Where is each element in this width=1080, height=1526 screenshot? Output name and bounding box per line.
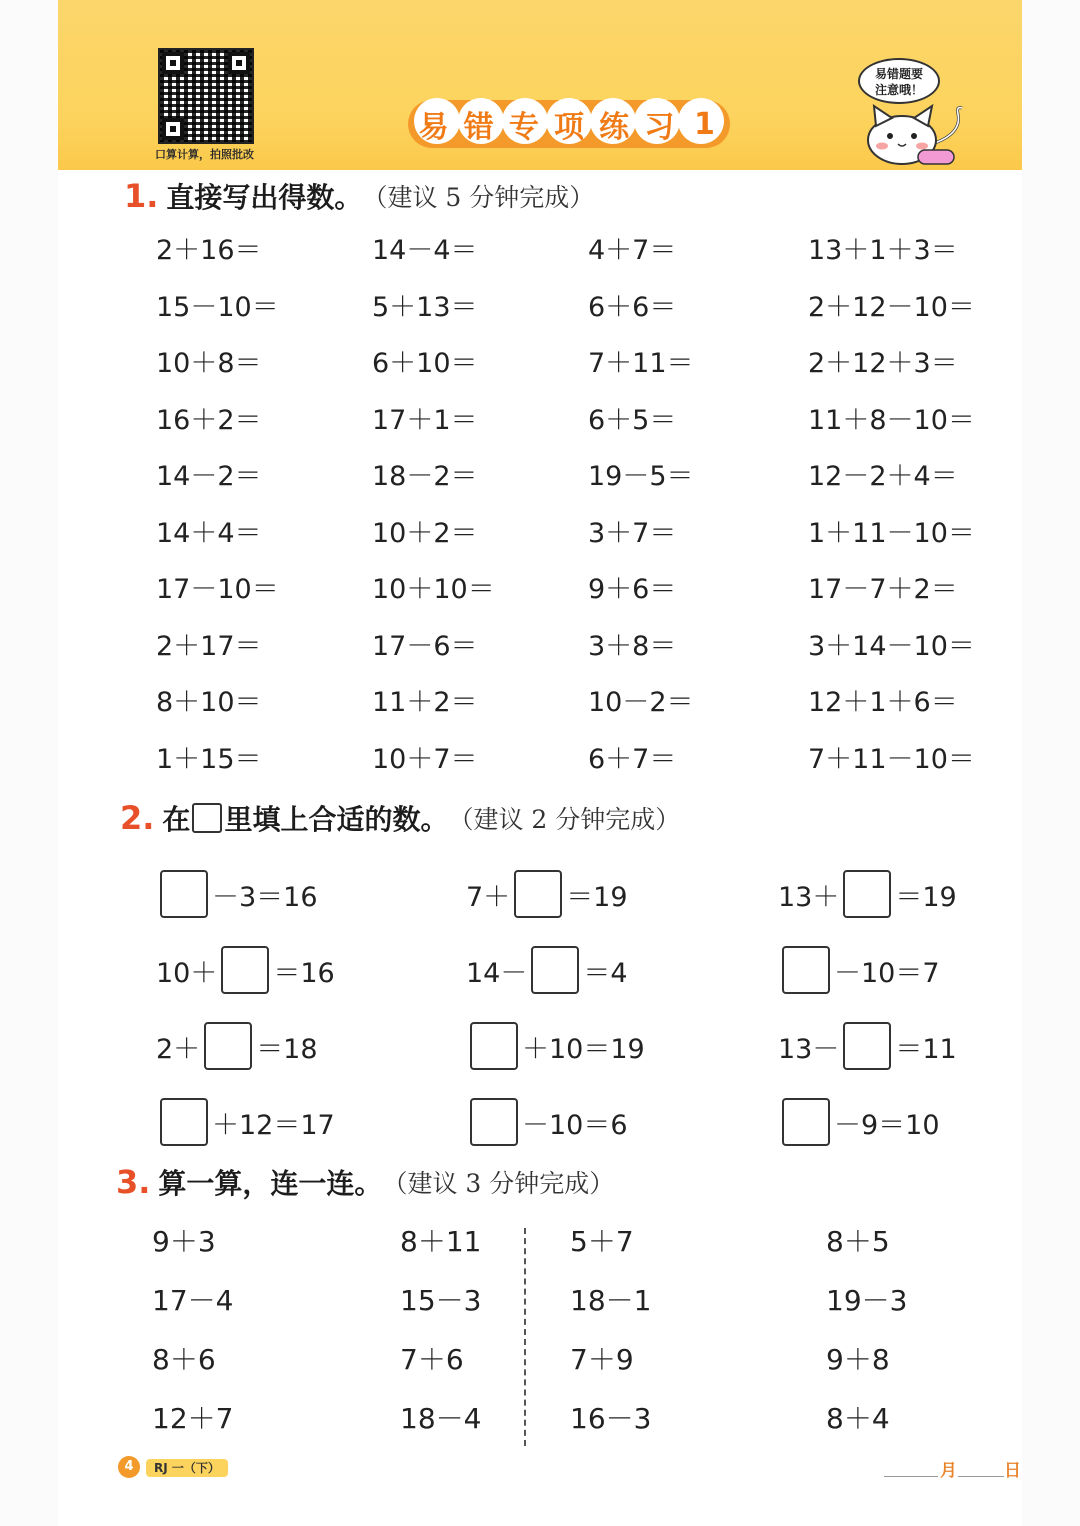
match-item[interactable]: 8＋6	[152, 1343, 216, 1376]
day-blank[interactable]	[958, 1476, 1004, 1477]
fill-problem: ＋10＝19	[466, 1008, 778, 1084]
section-2-title: 2. 在 里填上合适的数。 （建议 2 分钟完成）	[120, 799, 681, 837]
page-margin-left	[0, 0, 58, 1526]
problem: 11＋2＝	[372, 687, 478, 718]
fill-problem: ＋12＝17	[156, 1084, 466, 1160]
answer-box[interactable]	[204, 1022, 252, 1070]
problem: 9＋6＝	[588, 574, 677, 605]
section-3-match-items	[152, 1220, 1012, 1456]
problem: 10＋10＝	[372, 574, 495, 605]
fill-problem: 7＋ ＝19	[466, 856, 778, 932]
fill-problem: 2＋ ＝18	[156, 1008, 466, 1084]
match-item[interactable]: 17－4	[152, 1284, 234, 1317]
fill-problem: 13－ ＝11	[778, 1008, 1018, 1084]
problem: 17－6＝	[372, 630, 478, 662]
answer-box[interactable]	[843, 870, 891, 918]
problem: 16＋2＝	[156, 404, 262, 436]
problem: 14－4＝	[372, 235, 478, 266]
answer-box[interactable]	[531, 946, 579, 994]
match-item[interactable]: 8＋11	[400, 1225, 482, 1258]
match-item[interactable]: 8＋4	[826, 1402, 890, 1435]
problem: 3＋8＝	[588, 630, 677, 662]
problem: 10＋8＝	[156, 348, 262, 379]
answer-box[interactable]	[843, 1022, 891, 1070]
problem: 2＋12＋3＝	[808, 348, 958, 379]
problem: 4＋7＝	[588, 235, 677, 266]
problem: 13＋1＋3＝	[808, 235, 958, 266]
problem: 10＋2＝	[372, 517, 478, 549]
problem: 10＋7＝	[372, 743, 478, 775]
problem: 12－2＋4＝	[808, 461, 958, 492]
problem: 12＋1＋6＝	[808, 687, 958, 718]
match-item[interactable]: 12＋7	[152, 1402, 234, 1435]
match-item[interactable]: 7＋9	[570, 1343, 634, 1376]
answer-box[interactable]	[782, 1098, 830, 1146]
problem: 19－5＝	[588, 461, 694, 492]
answer-box[interactable]	[514, 870, 562, 918]
problem: 6＋5＝	[588, 404, 677, 436]
fill-problem: 13＋ ＝19	[778, 856, 1018, 932]
answer-box[interactable]	[221, 946, 269, 994]
problem: 1＋15＝	[156, 743, 262, 775]
month-blank[interactable]	[884, 1476, 938, 1477]
grade-badge: RJ 一（下）	[146, 1459, 228, 1477]
fill-problem: －9＝10	[778, 1084, 1018, 1160]
fill-problem: 10＋ ＝16	[156, 932, 466, 1008]
problem: 6＋10＝	[372, 348, 478, 379]
match-item[interactable]: 8＋5	[826, 1225, 890, 1258]
answer-box[interactable]	[160, 1098, 208, 1146]
match-item[interactable]: 5＋7	[570, 1225, 634, 1258]
problem: 17＋1＝	[372, 404, 478, 436]
speech-bubble: 易错题要 注意哦！	[858, 58, 940, 104]
problem: 1＋11－10＝	[808, 517, 975, 549]
page-margin-right	[1022, 0, 1080, 1526]
match-item[interactable]: 18－1	[570, 1284, 652, 1317]
fill-problem: －3＝16	[156, 856, 466, 932]
problem: 17－7＋2＝	[808, 574, 958, 605]
problem: 18－2＝	[372, 461, 478, 492]
section-1-problems	[156, 228, 1016, 793]
qr-caption: 口算计算，拍照批改	[155, 148, 254, 161]
fill-problem: －10＝6	[466, 1084, 778, 1160]
match-item[interactable]: 9＋8	[826, 1343, 890, 1376]
problem: 8＋10＝	[156, 687, 262, 718]
problem: 2＋12－10＝	[808, 291, 975, 323]
problem: 2＋17＝	[156, 630, 262, 662]
problem: 2＋16＝	[156, 235, 262, 266]
problem: 14－2＝	[156, 461, 262, 492]
answer-box-icon	[192, 803, 222, 833]
problem: 5＋13＝	[372, 291, 478, 323]
qr-code-icon[interactable]	[158, 48, 254, 144]
problem: 7＋11－10＝	[808, 743, 975, 775]
problem: 3＋7＝	[588, 517, 677, 549]
problem: 11＋8－10＝	[808, 404, 975, 436]
problem: 14＋4＝	[156, 517, 262, 549]
problem: 6＋6＝	[588, 291, 677, 323]
month-label: 月	[940, 1461, 957, 1481]
problem: 10－2＝	[588, 687, 694, 718]
problem: 17－10＝	[156, 574, 279, 605]
match-item[interactable]: 9＋3	[152, 1225, 216, 1258]
match-item[interactable]: 16－3	[570, 1402, 652, 1435]
match-item[interactable]: 7＋6	[400, 1343, 464, 1376]
day-label: 日	[1004, 1461, 1021, 1481]
section-1-title: 1. 直接写出得数。 （建议 5 分钟完成）	[124, 177, 595, 215]
answer-box[interactable]	[470, 1022, 518, 1070]
answer-box[interactable]	[470, 1098, 518, 1146]
problem: 7＋11＝	[588, 348, 694, 379]
problem: 6＋7＝	[588, 743, 677, 775]
fill-problem: 14－ ＝4	[466, 932, 778, 1008]
page-number: 4	[118, 1456, 140, 1478]
section-3-title: 3. 算一算，连一连。 （建议 3 分钟完成）	[116, 1163, 615, 1201]
page-title: 易 错 专 项 练 习 1	[418, 106, 721, 145]
answer-box[interactable]	[782, 946, 830, 994]
match-item[interactable]: 15－3	[400, 1284, 482, 1317]
problem: 3＋14－10＝	[808, 630, 975, 662]
match-item[interactable]: 19－3	[826, 1284, 908, 1317]
problem: 15－10＝	[156, 291, 279, 323]
answer-box[interactable]	[160, 870, 208, 918]
fill-problem: －10＝7	[778, 932, 1018, 1008]
cat-mascot-icon	[862, 104, 972, 166]
match-item[interactable]: 18－4	[400, 1402, 482, 1435]
section-2-problems	[156, 856, 1016, 1160]
